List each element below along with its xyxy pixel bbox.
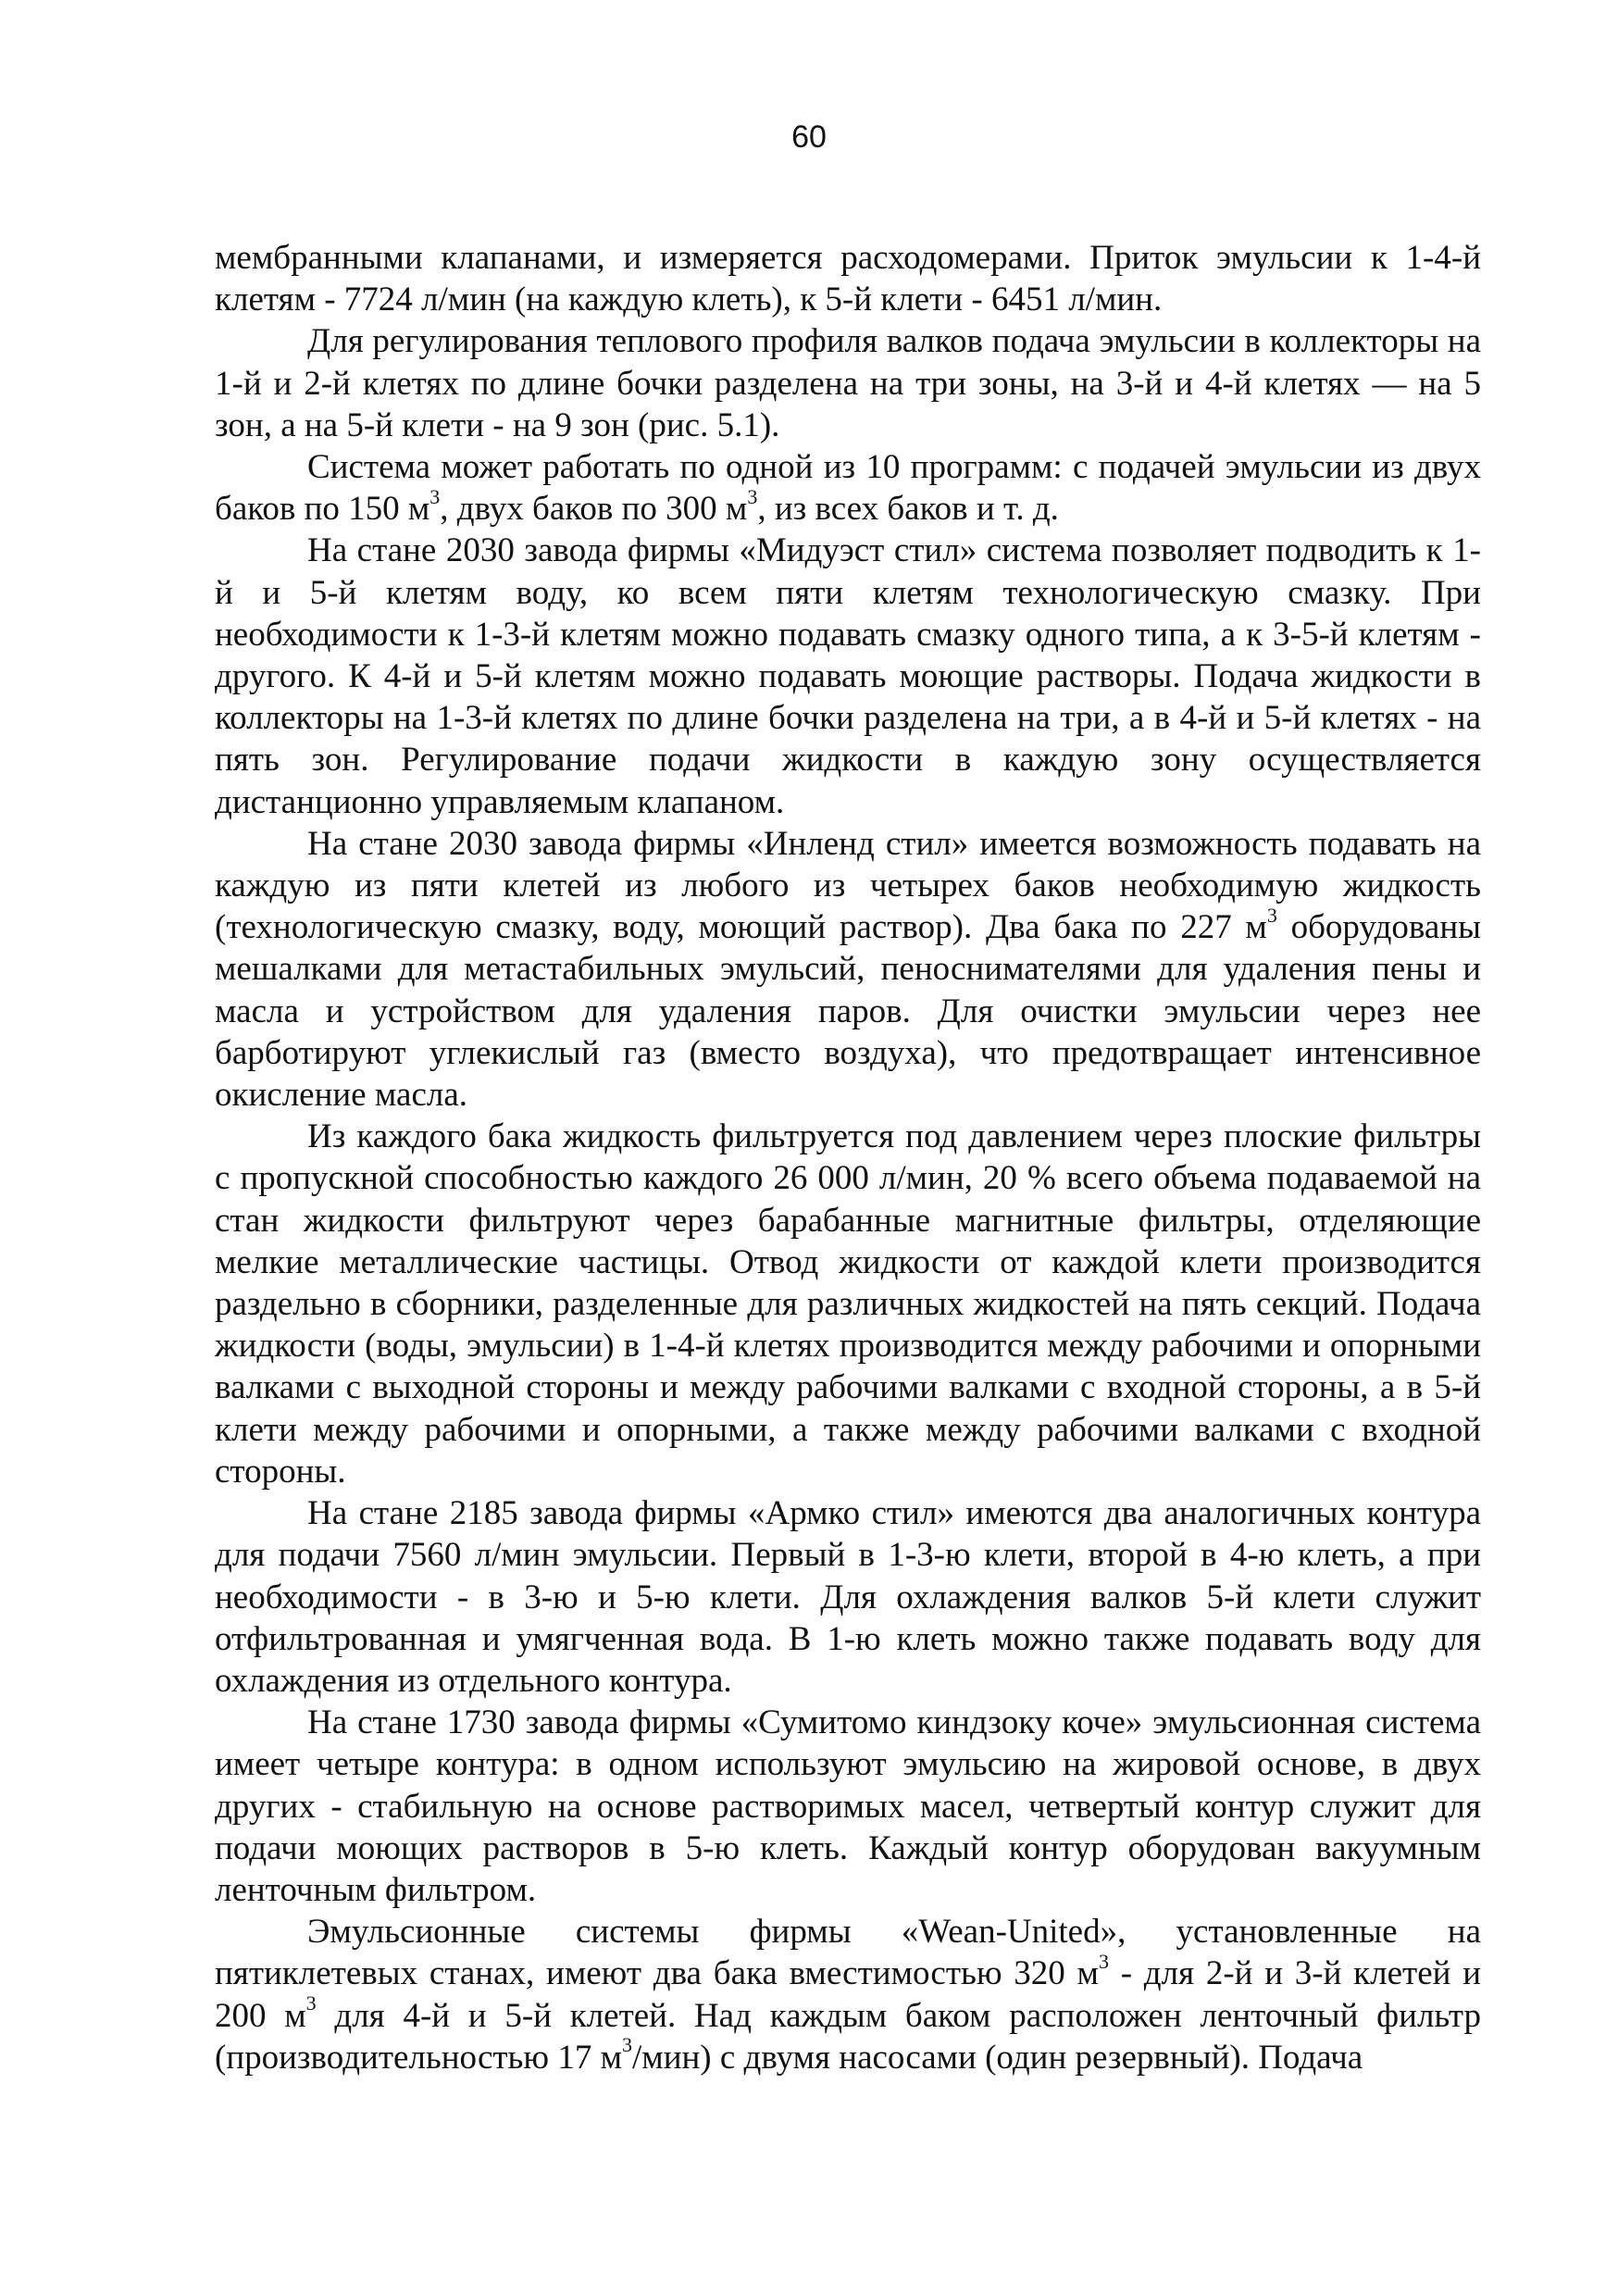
text-run: , из всех баков и т. д. xyxy=(757,490,1059,529)
superscript: 3 xyxy=(305,1991,317,2015)
superscript: 3 xyxy=(747,484,758,508)
text-run: оборудованы мешалками для метастабильных эмульсий, пеноснимателями для удаления пены и масла и устройством для удаления паров. Для очистки эмульсии через нее барботируют углекислый газ (вместо воздуха), что предотвращает интенсивное окисление масла. xyxy=(215,908,1481,1115)
paragraph-sumitomo: На стане 1730 завода фирмы «Сумитомо киндзоку коче» эмульсионная система имеет четыре контура: в одном используют эмульсию на жировой основе, в двух других - стабильную на основе растворимых масел, четвертый контур служит для подачи моющих растворов в 5-ю клеть. Каждый контур оборудован вакуумным ленточным фильтром. xyxy=(215,1703,1481,1909)
text-run: Эмульсионные системы фирмы «Wean-United», установленные на пятиклетевых станах, имеют два бака вместимостью 320 м xyxy=(215,1913,1481,1993)
superscript: 3 xyxy=(429,484,441,508)
body-text xyxy=(215,237,1481,2078)
paragraph-armco-steel: На стане 2185 завода фирмы «Армко стил» имеются два аналогичных контура для подачи 7560 л/мин эмульсии. Первый в 1-3-ю клети, второй в 4-ю клеть, а при необходимости - в 3-ю и 5-ю клети. Для охлаждения валков 5-й клети служит отфильтрованная и умягченная вода. В 1-ю клеть можно также подавать воду для охлаждения из отдельного контура. xyxy=(215,1494,1481,1700)
text-run: /мин) с двумя насосами (один резервный). Подача xyxy=(632,2038,1363,2077)
text-run: для 4-й и 5-й клетей. Над каждым баком расположен ленточный фильтр (производительностью 17 м xyxy=(215,1996,1481,2077)
paragraph-inland-steel xyxy=(215,823,1481,1116)
superscript: 3 xyxy=(1098,1950,1109,1973)
text-run: - для 2-й и 3-й клетей и 200 м xyxy=(215,1954,1481,2035)
page-number: 60 xyxy=(791,119,827,155)
paragraph-filtration: Из каждого бака жидкость фильтруется под давлением через плоские фильтры с пропускной способностью каждого 26 000 л/мин, 20 % всего объема подаваемой на стан жидкости фильтруют через барабанные магнитные фильтры, отделяющие мелкие металлические частицы. Отвод жидкости от каждой клети производится раздельно в сборники, разделенные для различных жидкостей на пять секций. Подача жидкости (воды, эмульсии) в 1-4-й клетях производится между рабочими и опорными валками с выходной стороны и между рабочими валками с входной стороны, а в 5-й клети между рабочими и опорными, а также между рабочими валками с входной стороны. xyxy=(215,1117,1481,1491)
paragraph-midwest-steel: На стане 2030 завода фирмы «Мидуэст стил» система позволяет подводить к 1-й и 5-й клетям воду, ко всем пяти клетям технологическую смазку. При необходимости к 1-3-й клетям можно подавать смазку одного типа, а к 3-5-й клетям - другого. К 4-й и 5-й клетям можно подавать моющие растворы. Подача жидкости в коллекторы на 1-3-й клетях по длине бочки разделена на три, а в 4-й и 5-й клетях - на пять зон. Регулирование подачи жидкости в каждую зону осуществляется дистанционно управляемым клапаном. xyxy=(215,531,1481,821)
text-run: , двух баков по 300 м xyxy=(440,490,748,529)
text-run: На стане 2030 завода фирмы «Инленд стил» имеется возможность подавать на каждую из пяти клетей из любого из четырех баков необходимую жидкость (технологическую смазку, воду, моющий раствор). Два бака по 227 м xyxy=(215,824,1481,947)
superscript: 3 xyxy=(1266,903,1277,927)
paragraph-thermal-profile: Для регулирования теплового профиля валков подача эмульсии в коллекторы на 1-й и 2-й клетях по длине бочки разделена на три зоны, на 3-й и 4-й клетях — на 5 зон, а на 5-й клети - на 9 зон (рис. 5.1). xyxy=(215,322,1481,444)
paragraph-wean-united xyxy=(215,1911,1481,2078)
paragraph-programs xyxy=(215,446,1481,530)
text-run: Система может работать по одной из 10 программ: с подачей эмульсии из двух баков по 150 м xyxy=(215,448,1481,529)
superscript: 3 xyxy=(622,2033,632,2057)
paragraph-continued: мембранными клапанами, и измеряется расходомерами. Приток эмульсии к 1-4-й клетям - 7724 л/мин (на каждую клеть), к 5-й клети - 6451 л/мин. xyxy=(215,239,1481,319)
